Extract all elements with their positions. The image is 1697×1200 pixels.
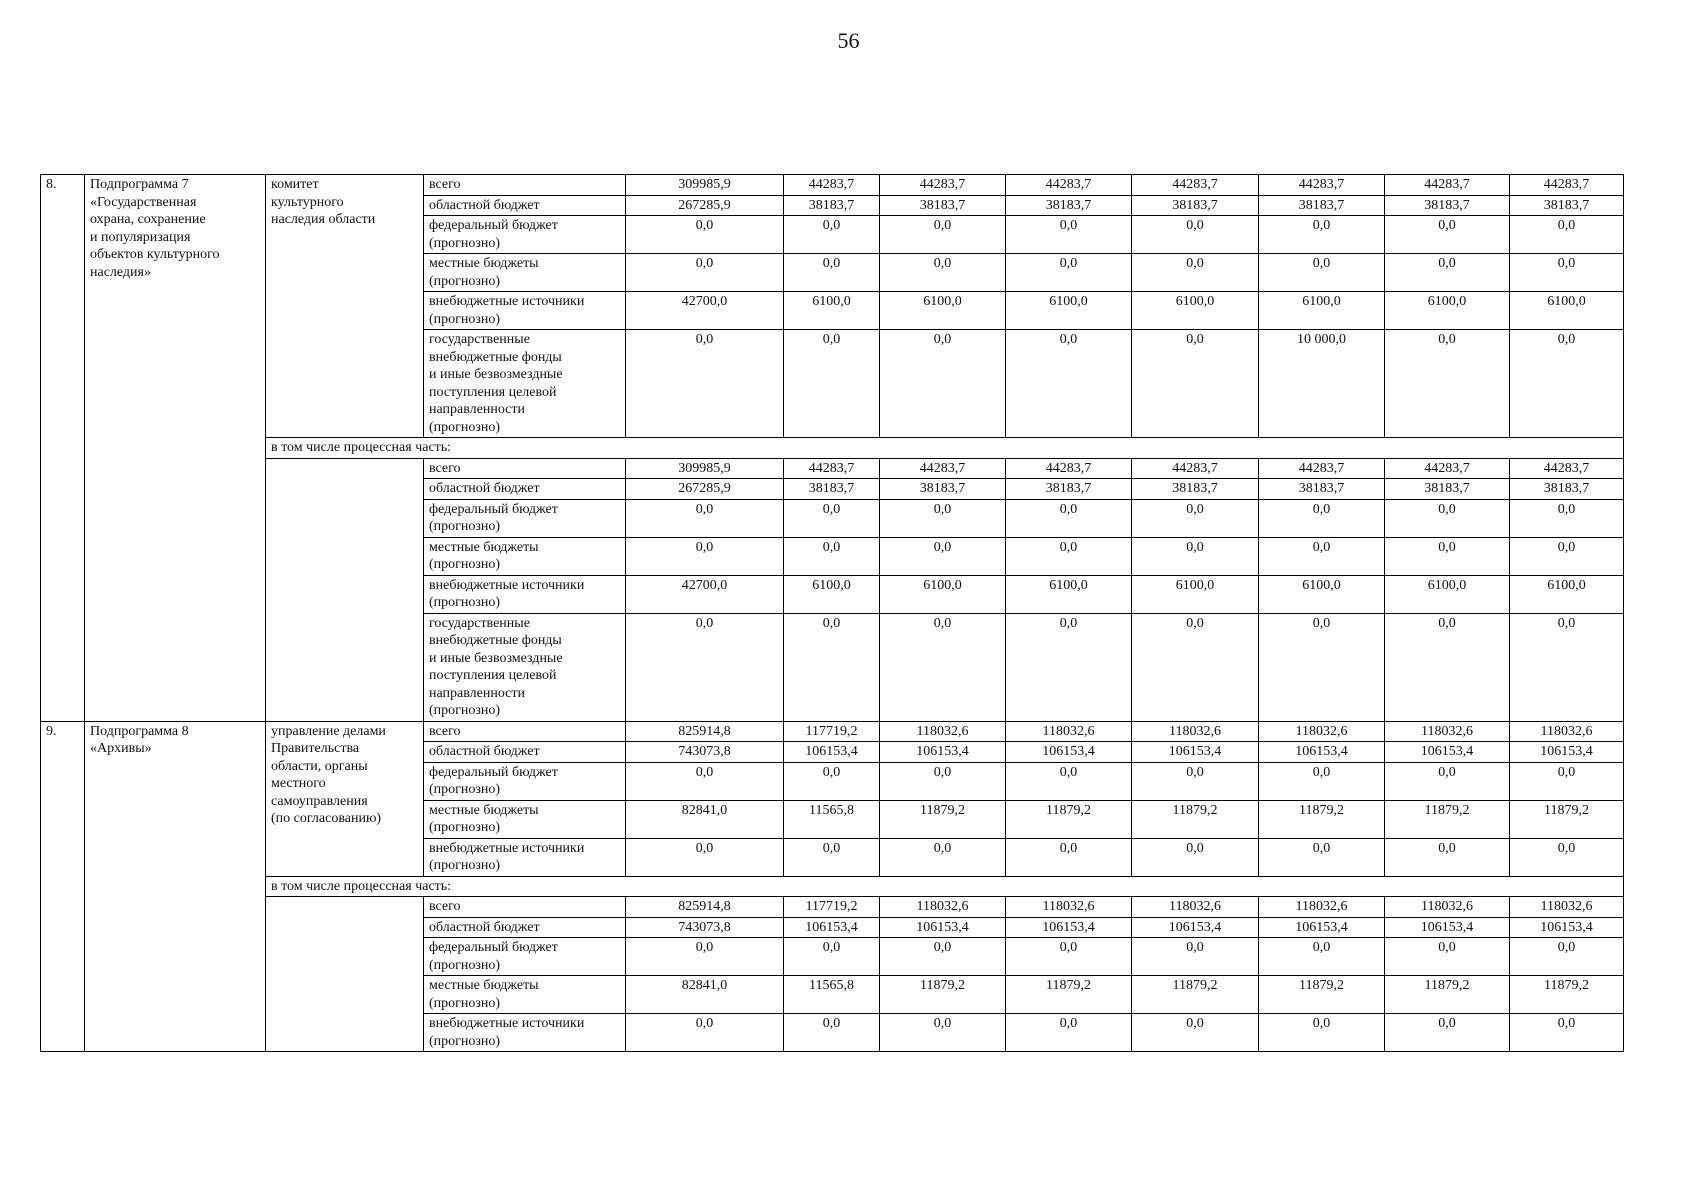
- amount-cell: 11565,8: [784, 976, 880, 1014]
- amount-cell: 106153,4: [1385, 917, 1510, 938]
- amount-cell: 0,0: [1259, 537, 1385, 575]
- amount-cell: 0,0: [1510, 1014, 1624, 1052]
- funding-source-label: местные бюджеты (прогнозно): [424, 976, 626, 1014]
- page-number: 56: [837, 28, 860, 53]
- amount-cell: 106153,4: [1006, 742, 1132, 763]
- amount-cell: 44283,7: [1259, 175, 1385, 196]
- amount-cell: 0,0: [880, 613, 1006, 721]
- amount-cell: 106153,4: [784, 742, 880, 763]
- amount-cell: 0,0: [1259, 1014, 1385, 1052]
- funding-source-label: внебюджетные источники (прогнозно): [424, 575, 626, 613]
- amount-cell: 118032,6: [1510, 721, 1624, 742]
- amount-cell: 0,0: [1385, 499, 1510, 537]
- amount-cell: 38183,7: [1510, 195, 1624, 216]
- amount-cell: 0,0: [784, 537, 880, 575]
- amount-cell: 0,0: [626, 762, 784, 800]
- amount-cell: 11879,2: [1510, 800, 1624, 838]
- amount-cell: 11565,8: [784, 800, 880, 838]
- amount-cell: 0,0: [880, 499, 1006, 537]
- amount-cell: 42700,0: [626, 575, 784, 613]
- funding-source-label: всего: [424, 897, 626, 918]
- amount-cell: 0,0: [1385, 330, 1510, 438]
- funding-source-label: внебюджетные источники (прогнозно): [424, 838, 626, 876]
- amount-cell: 0,0: [1385, 938, 1510, 976]
- amount-cell: 117719,2: [784, 721, 880, 742]
- funding-source-label: всего: [424, 721, 626, 742]
- amount-cell: 0,0: [1259, 938, 1385, 976]
- amount-cell: 118032,6: [1132, 897, 1259, 918]
- amount-cell: 6100,0: [880, 292, 1006, 330]
- amount-cell: 118032,6: [1132, 721, 1259, 742]
- amount-cell: 0,0: [626, 254, 784, 292]
- amount-cell: 0,0: [1385, 1014, 1510, 1052]
- amount-cell: 0,0: [1132, 330, 1259, 438]
- process-part-row: [41, 876, 1624, 897]
- amount-cell: 0,0: [784, 762, 880, 800]
- amount-cell: 0,0: [880, 216, 1006, 254]
- amount-cell: 38183,7: [880, 195, 1006, 216]
- amount-cell: 0,0: [1510, 537, 1624, 575]
- funding-source-label: областной бюджет: [424, 917, 626, 938]
- amount-cell: 118032,6: [1259, 721, 1385, 742]
- amount-cell: 0,0: [1385, 254, 1510, 292]
- process-part-row: [41, 438, 1624, 459]
- amount-cell: 0,0: [1259, 499, 1385, 537]
- amount-cell: 0,0: [1132, 1014, 1259, 1052]
- process-part-label: в том числе процессная часть:: [266, 438, 1624, 459]
- amount-cell: 0,0: [1510, 938, 1624, 976]
- amount-cell: 0,0: [784, 254, 880, 292]
- amount-cell: 0,0: [1259, 838, 1385, 876]
- funding-source-label: всего: [424, 458, 626, 479]
- amount-cell: 6100,0: [1006, 575, 1132, 613]
- amount-cell: 6100,0: [1259, 575, 1385, 613]
- amount-cell: 44283,7: [880, 175, 1006, 196]
- subprogram-name: Подпрограмма 7 «Государственная охрана, сохранение и популяризация объектов культурного наследия»: [85, 175, 266, 722]
- amount-cell: 11879,2: [1385, 976, 1510, 1014]
- amount-cell: 0,0: [1132, 216, 1259, 254]
- funding-source-label: областной бюджет: [424, 195, 626, 216]
- amount-cell: 6100,0: [1132, 575, 1259, 613]
- funding-source-label: всего: [424, 175, 626, 196]
- amount-cell: 0,0: [626, 330, 784, 438]
- amount-cell: 6100,0: [784, 575, 880, 613]
- amount-cell: 6100,0: [1006, 292, 1132, 330]
- amount-cell: 38183,7: [1510, 479, 1624, 500]
- funding-source-label: федеральный бюджет (прогнозно): [424, 499, 626, 537]
- funding-source-label: областной бюджет: [424, 742, 626, 763]
- amount-cell: 6100,0: [1510, 575, 1624, 613]
- table-row: [41, 175, 1624, 196]
- amount-cell: 0,0: [626, 1014, 784, 1052]
- amount-cell: 0,0: [1510, 216, 1624, 254]
- amount-cell: 0,0: [880, 1014, 1006, 1052]
- amount-cell: 0,0: [1006, 613, 1132, 721]
- amount-cell: 11879,2: [1132, 976, 1259, 1014]
- amount-cell: 44283,7: [1510, 175, 1624, 196]
- amount-cell: 38183,7: [784, 195, 880, 216]
- amount-cell: 38183,7: [1385, 479, 1510, 500]
- amount-cell: 44283,7: [1510, 458, 1624, 479]
- amount-cell: 0,0: [784, 838, 880, 876]
- amount-cell: 6100,0: [1259, 292, 1385, 330]
- amount-cell: 0,0: [1510, 838, 1624, 876]
- amount-cell: 118032,6: [1385, 721, 1510, 742]
- amount-cell: 42700,0: [626, 292, 784, 330]
- amount-cell: 10 000,0: [1259, 330, 1385, 438]
- amount-cell: 0,0: [1006, 537, 1132, 575]
- amount-cell: 0,0: [880, 762, 1006, 800]
- amount-cell: 82841,0: [626, 976, 784, 1014]
- amount-cell: 118032,6: [1006, 897, 1132, 918]
- budget-table: [40, 174, 1624, 1052]
- amount-cell: 11879,2: [1385, 800, 1510, 838]
- amount-cell: 82841,0: [626, 800, 784, 838]
- amount-cell: 0,0: [1385, 216, 1510, 254]
- amount-cell: 38183,7: [1259, 479, 1385, 500]
- amount-cell: 106153,4: [1259, 917, 1385, 938]
- amount-cell: 11879,2: [1259, 976, 1385, 1014]
- funding-source-label: государственные внебюджетные фонды и иные безвозмездные поступления целевой направленности (прогнозно): [424, 613, 626, 721]
- amount-cell: 0,0: [1385, 838, 1510, 876]
- amount-cell: 0,0: [626, 613, 784, 721]
- funding-source-label: государственные внебюджетные фонды и иные безвозмездные поступления целевой направленности (прогнозно): [424, 330, 626, 438]
- amount-cell: 11879,2: [1132, 800, 1259, 838]
- empty-executor-cell: [266, 458, 424, 721]
- amount-cell: 0,0: [626, 499, 784, 537]
- amount-cell: 0,0: [880, 537, 1006, 575]
- amount-cell: 11879,2: [880, 976, 1006, 1014]
- amount-cell: 44283,7: [1006, 458, 1132, 479]
- funding-source-label: внебюджетные источники (прогнозно): [424, 292, 626, 330]
- amount-cell: 0,0: [1006, 499, 1132, 537]
- amount-cell: 106153,4: [880, 917, 1006, 938]
- process-part-label: в том числе процессная часть:: [266, 876, 1624, 897]
- amount-cell: 38183,7: [784, 479, 880, 500]
- amount-cell: 118032,6: [880, 721, 1006, 742]
- amount-cell: 106153,4: [1510, 917, 1624, 938]
- amount-cell: 0,0: [1385, 537, 1510, 575]
- amount-cell: 0,0: [1259, 762, 1385, 800]
- amount-cell: 0,0: [1006, 254, 1132, 292]
- amount-cell: 11879,2: [1259, 800, 1385, 838]
- amount-cell: 0,0: [1385, 613, 1510, 721]
- amount-cell: 38183,7: [1006, 479, 1132, 500]
- amount-cell: 743073,8: [626, 742, 784, 763]
- amount-cell: 106153,4: [1385, 742, 1510, 763]
- amount-cell: 0,0: [784, 499, 880, 537]
- amount-cell: 267285,9: [626, 479, 784, 500]
- executor-cell: управление делами Правительства области, органы местного самоуправления (по согласованию): [266, 721, 424, 876]
- amount-cell: 0,0: [1132, 537, 1259, 575]
- amount-cell: 44283,7: [880, 458, 1006, 479]
- amount-cell: 0,0: [1259, 613, 1385, 721]
- amount-cell: 0,0: [1006, 330, 1132, 438]
- amount-cell: 825914,8: [626, 721, 784, 742]
- amount-cell: 44283,7: [1259, 458, 1385, 479]
- amount-cell: 6100,0: [880, 575, 1006, 613]
- section-number: 9.: [41, 721, 85, 1052]
- funding-source-label: внебюджетные источники (прогнозно): [424, 1014, 626, 1052]
- amount-cell: 0,0: [784, 1014, 880, 1052]
- amount-cell: 0,0: [1510, 762, 1624, 800]
- amount-cell: 38183,7: [1259, 195, 1385, 216]
- subprogram-name: Подпрограмма 8 «Архивы»: [85, 721, 266, 1052]
- amount-cell: 0,0: [880, 938, 1006, 976]
- funding-source-label: федеральный бюджет (прогнозно): [424, 938, 626, 976]
- amount-cell: 44283,7: [1006, 175, 1132, 196]
- amount-cell: 0,0: [1259, 216, 1385, 254]
- amount-cell: 118032,6: [880, 897, 1006, 918]
- amount-cell: 44283,7: [1385, 175, 1510, 196]
- amount-cell: 0,0: [1132, 254, 1259, 292]
- empty-executor-cell: [266, 897, 424, 1052]
- amount-cell: 0,0: [626, 938, 784, 976]
- amount-cell: 0,0: [880, 838, 1006, 876]
- amount-cell: 6100,0: [1385, 575, 1510, 613]
- amount-cell: 0,0: [1132, 838, 1259, 876]
- amount-cell: 38183,7: [1385, 195, 1510, 216]
- amount-cell: 267285,9: [626, 195, 784, 216]
- amount-cell: 309985,9: [626, 175, 784, 196]
- amount-cell: 106153,4: [1006, 917, 1132, 938]
- amount-cell: 38183,7: [1132, 195, 1259, 216]
- amount-cell: 106153,4: [1132, 917, 1259, 938]
- amount-cell: 6100,0: [1132, 292, 1259, 330]
- amount-cell: 0,0: [880, 330, 1006, 438]
- amount-cell: 106153,4: [1510, 742, 1624, 763]
- amount-cell: 0,0: [784, 330, 880, 438]
- amount-cell: 0,0: [1132, 938, 1259, 976]
- funding-source-label: федеральный бюджет (прогнозно): [424, 216, 626, 254]
- amount-cell: 44283,7: [1132, 175, 1259, 196]
- amount-cell: 0,0: [1006, 838, 1132, 876]
- amount-cell: 0,0: [1006, 216, 1132, 254]
- amount-cell: 6100,0: [1385, 292, 1510, 330]
- amount-cell: 44283,7: [784, 458, 880, 479]
- funding-source-label: местные бюджеты (прогнозно): [424, 800, 626, 838]
- amount-cell: 0,0: [784, 216, 880, 254]
- amount-cell: 6100,0: [1510, 292, 1624, 330]
- amount-cell: 825914,8: [626, 897, 784, 918]
- amount-cell: 118032,6: [1510, 897, 1624, 918]
- amount-cell: 44283,7: [784, 175, 880, 196]
- amount-cell: 0,0: [1510, 330, 1624, 438]
- amount-cell: 0,0: [880, 254, 1006, 292]
- funding-source-label: местные бюджеты (прогнозно): [424, 537, 626, 575]
- amount-cell: 11879,2: [1006, 976, 1132, 1014]
- amount-cell: 118032,6: [1259, 897, 1385, 918]
- amount-cell: 309985,9: [626, 458, 784, 479]
- amount-cell: 0,0: [1006, 762, 1132, 800]
- table-row: [41, 458, 1624, 479]
- amount-cell: 0,0: [1510, 613, 1624, 721]
- section-number: 8.: [41, 175, 85, 722]
- amount-cell: 743073,8: [626, 917, 784, 938]
- amount-cell: 106153,4: [1132, 742, 1259, 763]
- amount-cell: 0,0: [1132, 762, 1259, 800]
- amount-cell: 0,0: [1132, 499, 1259, 537]
- amount-cell: 0,0: [1132, 613, 1259, 721]
- amount-cell: 44283,7: [1132, 458, 1259, 479]
- funding-source-label: федеральный бюджет (прогнозно): [424, 762, 626, 800]
- funding-source-label: областной бюджет: [424, 479, 626, 500]
- amount-cell: 118032,6: [1385, 897, 1510, 918]
- amount-cell: 38183,7: [1006, 195, 1132, 216]
- amount-cell: 117719,2: [784, 897, 880, 918]
- amount-cell: 11879,2: [1006, 800, 1132, 838]
- amount-cell: 0,0: [1006, 1014, 1132, 1052]
- funding-source-label: местные бюджеты (прогнозно): [424, 254, 626, 292]
- amount-cell: 106153,4: [784, 917, 880, 938]
- executor-cell: комитет культурного наследия области: [266, 175, 424, 438]
- amount-cell: 6100,0: [784, 292, 880, 330]
- amount-cell: 106153,4: [880, 742, 1006, 763]
- amount-cell: 0,0: [1510, 254, 1624, 292]
- amount-cell: 11879,2: [880, 800, 1006, 838]
- amount-cell: 106153,4: [1259, 742, 1385, 763]
- amount-cell: 11879,2: [1510, 976, 1624, 1014]
- amount-cell: 118032,6: [1006, 721, 1132, 742]
- amount-cell: 0,0: [1385, 762, 1510, 800]
- amount-cell: 44283,7: [1385, 458, 1510, 479]
- amount-cell: 38183,7: [880, 479, 1006, 500]
- table-row: [41, 721, 1624, 742]
- amount-cell: 0,0: [784, 938, 880, 976]
- amount-cell: 0,0: [626, 216, 784, 254]
- amount-cell: 0,0: [1006, 938, 1132, 976]
- table-row: [41, 897, 1624, 918]
- amount-cell: 38183,7: [1132, 479, 1259, 500]
- amount-cell: 0,0: [784, 613, 880, 721]
- amount-cell: 0,0: [626, 838, 784, 876]
- amount-cell: 0,0: [1510, 499, 1624, 537]
- amount-cell: 0,0: [1259, 254, 1385, 292]
- amount-cell: 0,0: [626, 537, 784, 575]
